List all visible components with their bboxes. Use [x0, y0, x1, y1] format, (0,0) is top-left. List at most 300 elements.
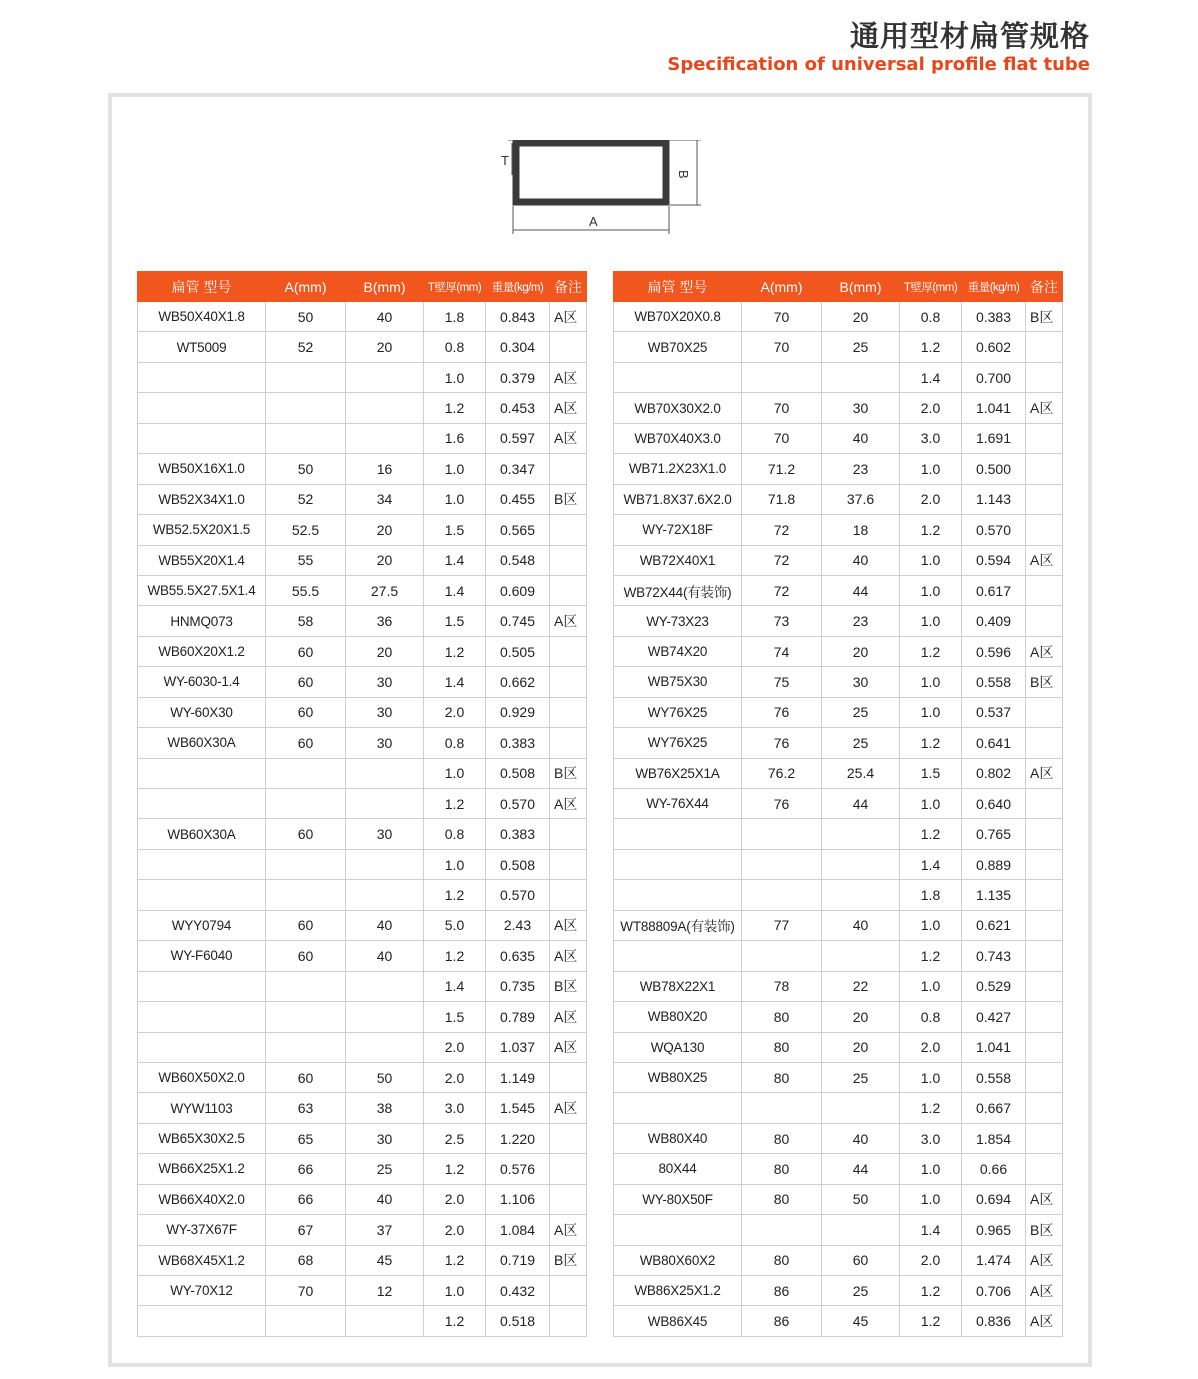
cell-model — [138, 1002, 266, 1032]
cell-a: 80 — [742, 1123, 822, 1153]
cell-note — [1026, 697, 1063, 727]
table-row — [614, 697, 1063, 727]
cell-a — [266, 880, 346, 910]
cell-note: A区 — [1026, 1184, 1063, 1214]
cell-weight: 0.347 — [486, 454, 550, 484]
cell-note — [1026, 484, 1063, 514]
table-row — [614, 423, 1063, 453]
cell-b: 20 — [346, 515, 424, 545]
cell-a: 80 — [742, 1245, 822, 1275]
cell-model: WYW1103 — [138, 1093, 266, 1123]
cell-a — [742, 362, 822, 392]
cell-b: 20 — [822, 1032, 900, 1062]
cell-b: 30 — [346, 667, 424, 697]
table-row — [614, 1154, 1063, 1184]
cell-thickness: 1.0 — [424, 484, 486, 514]
cell-weight: 0.409 — [962, 606, 1026, 636]
table-row — [138, 575, 587, 605]
cell-b: 30 — [346, 819, 424, 849]
cell-weight: 0.383 — [962, 302, 1026, 332]
cell-thickness: 1.0 — [424, 1276, 486, 1306]
cell-model: WB74X20 — [614, 636, 742, 666]
col-header-note: 备注 — [1026, 272, 1063, 302]
cell-model — [138, 849, 266, 879]
cell-note — [550, 1276, 587, 1306]
cell-a: 72 — [742, 575, 822, 605]
table-row — [138, 1093, 587, 1123]
cell-a: 86 — [742, 1276, 822, 1306]
cell-thickness: 1.0 — [900, 1184, 962, 1214]
table-header-row — [614, 272, 1063, 302]
cell-weight: 1.135 — [962, 880, 1026, 910]
cell-a: 50 — [266, 302, 346, 332]
table-row — [138, 362, 587, 392]
cell-a: 78 — [742, 971, 822, 1001]
cell-thickness: 1.2 — [424, 1245, 486, 1275]
table-row — [614, 910, 1063, 940]
cell-note: A区 — [550, 789, 587, 819]
cell-a: 77 — [742, 910, 822, 940]
cell-note: A区 — [550, 423, 587, 453]
cell-thickness: 1.0 — [900, 1062, 962, 1092]
cell-model: WB86X45 — [614, 1306, 742, 1336]
cell-thickness: 1.0 — [424, 758, 486, 788]
table-row — [614, 819, 1063, 849]
cell-model: WB65X30X2.5 — [138, 1123, 266, 1153]
cell-b: 18 — [822, 515, 900, 545]
table-row — [614, 1123, 1063, 1153]
col-header-weight: 重量(kg/m) — [962, 272, 1026, 302]
cell-model: WB86X25X1.2 — [614, 1276, 742, 1306]
cell-a: 55.5 — [266, 575, 346, 605]
cell-note — [1026, 454, 1063, 484]
cell-b: 38 — [346, 1093, 424, 1123]
cell-note — [550, 667, 587, 697]
cell-thickness: 2.0 — [424, 697, 486, 727]
cell-a: 80 — [742, 1002, 822, 1032]
cell-a: 80 — [742, 1062, 822, 1092]
cell-a: 60 — [266, 728, 346, 758]
table-row — [614, 362, 1063, 392]
cell-a: 75 — [742, 667, 822, 697]
cell-model: WB71.2X23X1.0 — [614, 454, 742, 484]
cell-weight: 0.694 — [962, 1184, 1026, 1214]
cell-b: 44 — [822, 789, 900, 819]
table-row — [138, 636, 587, 666]
cell-weight: 1.084 — [486, 1215, 550, 1245]
cell-note — [1026, 728, 1063, 758]
cell-weight: 0.843 — [486, 302, 550, 332]
cell-weight: 0.667 — [962, 1093, 1026, 1123]
cell-weight: 0.621 — [962, 910, 1026, 940]
cell-note — [1026, 1032, 1063, 1062]
cell-weight: 0.453 — [486, 393, 550, 423]
cell-thickness: 1.4 — [900, 849, 962, 879]
table-row — [138, 302, 587, 332]
cell-a: 66 — [266, 1154, 346, 1184]
cell-a: 65 — [266, 1123, 346, 1153]
table-row — [138, 1276, 587, 1306]
table-row — [138, 758, 587, 788]
cell-b — [346, 1306, 424, 1336]
table-row — [138, 1215, 587, 1245]
cell-a: 76 — [742, 789, 822, 819]
cell-model: WB50X16X1.0 — [138, 454, 266, 484]
cell-model: WB55X20X1.4 — [138, 545, 266, 575]
cell-thickness: 1.4 — [424, 667, 486, 697]
table-row — [614, 941, 1063, 971]
cell-a: 80 — [742, 1032, 822, 1062]
cell-a: 60 — [266, 636, 346, 666]
table-row — [138, 515, 587, 545]
cell-b: 45 — [346, 1245, 424, 1275]
table-row — [138, 697, 587, 727]
table-row — [614, 332, 1063, 362]
cell-a — [266, 393, 346, 423]
table-row — [138, 1032, 587, 1062]
cell-thickness: 1.2 — [900, 1276, 962, 1306]
cell-note: A区 — [1026, 545, 1063, 575]
cell-thickness: 1.2 — [424, 941, 486, 971]
cell-weight: 0.570 — [486, 880, 550, 910]
cell-model: WT5009 — [138, 332, 266, 362]
cell-thickness: 1.0 — [900, 667, 962, 697]
cell-model: WY-70X12 — [138, 1276, 266, 1306]
cell-thickness: 1.2 — [900, 819, 962, 849]
label-b: B — [676, 170, 691, 179]
cell-b — [822, 941, 900, 971]
cell-a: 63 — [266, 1093, 346, 1123]
cell-note: B区 — [550, 484, 587, 514]
cell-thickness: 1.0 — [900, 910, 962, 940]
cell-weight: 0.576 — [486, 1154, 550, 1184]
cell-b — [822, 1093, 900, 1123]
table-body-left — [138, 302, 587, 1337]
page-subtitle: Specification of universal profile flat tube — [667, 54, 1090, 75]
cell-a — [266, 1032, 346, 1062]
label-t: T — [501, 153, 509, 168]
cell-note: B区 — [550, 971, 587, 1001]
table-row — [138, 1062, 587, 1092]
cell-note — [550, 575, 587, 605]
cell-weight: 0.570 — [486, 789, 550, 819]
cell-b — [346, 880, 424, 910]
cell-b — [346, 1002, 424, 1032]
cell-b: 36 — [346, 606, 424, 636]
cell-thickness: 0.8 — [424, 332, 486, 362]
cell-thickness: 1.0 — [900, 971, 962, 1001]
cell-note: A区 — [550, 1032, 587, 1062]
table-row — [614, 1062, 1063, 1092]
cell-note — [1026, 789, 1063, 819]
cell-model — [614, 849, 742, 879]
cell-thickness: 1.0 — [900, 697, 962, 727]
cell-thickness: 1.2 — [424, 789, 486, 819]
col-header-model: 扁管 型号 — [614, 272, 742, 302]
cell-note — [1026, 1154, 1063, 1184]
cell-thickness: 3.0 — [900, 1123, 962, 1153]
table-row — [138, 1123, 587, 1153]
cell-b — [346, 789, 424, 819]
col-header-note: 备注 — [550, 272, 587, 302]
cell-note — [550, 849, 587, 879]
cell-b: 27.5 — [346, 575, 424, 605]
cell-model: WB80X60X2 — [614, 1245, 742, 1275]
cell-note — [1026, 971, 1063, 1001]
cell-weight: 0.594 — [962, 545, 1026, 575]
cell-model: WB70X20X0.8 — [614, 302, 742, 332]
table-row — [138, 971, 587, 1001]
cell-weight: 0.719 — [486, 1245, 550, 1275]
cell-weight: 0.565 — [486, 515, 550, 545]
cell-a: 60 — [266, 667, 346, 697]
cell-b: 16 — [346, 454, 424, 484]
cell-thickness: 1.2 — [424, 880, 486, 910]
cell-model: WY76X25 — [614, 697, 742, 727]
cell-weight: 0.383 — [486, 728, 550, 758]
cell-note — [1026, 332, 1063, 362]
cell-b: 40 — [822, 1123, 900, 1153]
table-row — [614, 1184, 1063, 1214]
table-row — [614, 1306, 1063, 1336]
cell-thickness: 1.0 — [424, 454, 486, 484]
cell-a: 80 — [742, 1184, 822, 1214]
cell-model: WB80X20 — [614, 1002, 742, 1032]
cell-b — [346, 423, 424, 453]
col-header-b: B(mm) — [346, 272, 424, 302]
cell-thickness: 3.0 — [424, 1093, 486, 1123]
cell-b: 30 — [822, 667, 900, 697]
cell-weight: 0.662 — [486, 667, 550, 697]
table-row — [614, 1093, 1063, 1123]
cell-weight: 0.529 — [962, 971, 1026, 1001]
cell-thickness: 1.5 — [900, 758, 962, 788]
cell-thickness: 2.0 — [424, 1032, 486, 1062]
cell-b: 20 — [822, 636, 900, 666]
cell-model: WB80X25 — [614, 1062, 742, 1092]
cell-weight: 1.474 — [962, 1245, 1026, 1275]
cell-note — [550, 545, 587, 575]
cell-weight: 0.66 — [962, 1154, 1026, 1184]
cell-a — [742, 849, 822, 879]
cell-b — [346, 1032, 424, 1062]
cell-weight: 0.500 — [962, 454, 1026, 484]
cell-note: A区 — [1026, 1306, 1063, 1336]
cell-a: 55 — [266, 545, 346, 575]
cell-b: 40 — [822, 910, 900, 940]
cell-weight: 1.691 — [962, 423, 1026, 453]
cell-note — [1026, 819, 1063, 849]
cell-a: 74 — [742, 636, 822, 666]
cell-b: 25 — [822, 1062, 900, 1092]
cell-note — [550, 1062, 587, 1092]
col-header-model: 扁管 型号 — [138, 272, 266, 302]
cell-weight: 0.929 — [486, 697, 550, 727]
cell-weight: 0.570 — [962, 515, 1026, 545]
cell-thickness: 0.8 — [424, 728, 486, 758]
cell-note — [1026, 606, 1063, 636]
cell-a: 76.2 — [742, 758, 822, 788]
cell-weight: 0.518 — [486, 1306, 550, 1336]
cell-b: 30 — [346, 728, 424, 758]
cell-thickness: 1.4 — [900, 362, 962, 392]
table-body-right — [614, 302, 1063, 1337]
table-row — [138, 484, 587, 514]
cell-note: A区 — [1026, 1245, 1063, 1275]
cell-b: 30 — [822, 393, 900, 423]
cell-note — [1026, 1123, 1063, 1153]
cell-weight: 0.789 — [486, 1002, 550, 1032]
cell-a: 72 — [742, 545, 822, 575]
cell-b: 30 — [346, 1123, 424, 1153]
cell-b: 20 — [346, 332, 424, 362]
cell-b: 25.4 — [822, 758, 900, 788]
cell-weight: 0.635 — [486, 941, 550, 971]
cell-model — [614, 880, 742, 910]
cell-model: WB60X30A — [138, 819, 266, 849]
cell-b: 25 — [822, 697, 900, 727]
cell-model: WY-6030-1.4 — [138, 667, 266, 697]
cell-model: WY-80X50F — [614, 1184, 742, 1214]
cell-a — [742, 941, 822, 971]
cell-thickness: 1.5 — [424, 606, 486, 636]
cell-weight: 0.548 — [486, 545, 550, 575]
cell-thickness: 1.2 — [424, 1306, 486, 1336]
cell-b: 23 — [822, 606, 900, 636]
cell-weight: 1.041 — [962, 393, 1026, 423]
cell-model: WB68X45X1.2 — [138, 1245, 266, 1275]
col-header-a: A(mm) — [742, 272, 822, 302]
cell-thickness: 1.0 — [900, 545, 962, 575]
cell-weight: 0.802 — [962, 758, 1026, 788]
cell-model: WY-60X30 — [138, 697, 266, 727]
cell-note — [550, 636, 587, 666]
cell-thickness: 1.0 — [900, 454, 962, 484]
cell-note — [1026, 1093, 1063, 1123]
cell-model: 80X44 — [614, 1154, 742, 1184]
cell-b: 40 — [346, 910, 424, 940]
table-header-row — [138, 272, 587, 302]
cell-note: A区 — [550, 606, 587, 636]
cell-model: WB75X30 — [614, 667, 742, 697]
cell-model — [138, 393, 266, 423]
cell-a: 60 — [266, 697, 346, 727]
col-header-weight: 重量(kg/m) — [486, 272, 550, 302]
cell-a: 71.2 — [742, 454, 822, 484]
cell-weight: 0.735 — [486, 971, 550, 1001]
table-row — [138, 1306, 587, 1336]
cell-b — [346, 971, 424, 1001]
cell-thickness: 2.5 — [424, 1123, 486, 1153]
cell-thickness: 2.0 — [424, 1184, 486, 1214]
cell-note — [1026, 941, 1063, 971]
cell-b: 40 — [822, 545, 900, 575]
cell-model: WB60X20X1.2 — [138, 636, 266, 666]
cell-note — [1026, 849, 1063, 879]
cell-model — [138, 758, 266, 788]
table-row — [614, 758, 1063, 788]
cell-thickness: 2.0 — [424, 1062, 486, 1092]
cell-a — [266, 758, 346, 788]
cell-weight: 1.149 — [486, 1062, 550, 1092]
cell-model: WB50X40X1.8 — [138, 302, 266, 332]
cell-b: 25 — [822, 728, 900, 758]
cell-model: HNMQ073 — [138, 606, 266, 636]
cell-note: A区 — [550, 910, 587, 940]
table-row — [138, 1184, 587, 1214]
cell-b: 20 — [822, 1002, 900, 1032]
cell-weight: 0.836 — [962, 1306, 1026, 1336]
cell-weight: 0.379 — [486, 362, 550, 392]
cell-thickness: 1.5 — [424, 1002, 486, 1032]
cell-a: 70 — [266, 1276, 346, 1306]
cell-b: 40 — [346, 941, 424, 971]
cell-note — [550, 728, 587, 758]
cell-a — [266, 362, 346, 392]
table-row — [138, 667, 587, 697]
page-title: 通用型材扁管规格 — [849, 19, 1090, 53]
cell-model: WB66X40X2.0 — [138, 1184, 266, 1214]
cell-b: 40 — [822, 423, 900, 453]
cell-weight: 0.596 — [962, 636, 1026, 666]
cell-note — [550, 1154, 587, 1184]
cell-a: 60 — [266, 910, 346, 940]
cell-thickness: 1.4 — [900, 1215, 962, 1245]
cell-thickness: 1.2 — [900, 728, 962, 758]
cell-note — [550, 880, 587, 910]
cell-thickness: 1.8 — [900, 880, 962, 910]
cell-thickness: 1.0 — [424, 362, 486, 392]
table-row — [138, 454, 587, 484]
cell-note — [550, 1306, 587, 1336]
table-row — [138, 1002, 587, 1032]
table-row — [138, 880, 587, 910]
cell-weight: 1.041 — [962, 1032, 1026, 1062]
cell-weight: 1.037 — [486, 1032, 550, 1062]
cell-b — [346, 849, 424, 879]
cell-b: 20 — [822, 302, 900, 332]
cell-b: 50 — [822, 1184, 900, 1214]
table-row — [614, 1276, 1063, 1306]
cell-model: WB66X25X1.2 — [138, 1154, 266, 1184]
cell-weight: 0.505 — [486, 636, 550, 666]
cell-weight: 0.617 — [962, 575, 1026, 605]
cell-a: 70 — [742, 332, 822, 362]
cell-note: B区 — [1026, 1215, 1063, 1245]
cell-weight: 0.558 — [962, 667, 1026, 697]
spec-table-left — [137, 271, 587, 1337]
cell-model: WYY0794 — [138, 910, 266, 940]
table-row — [138, 545, 587, 575]
cell-thickness: 5.0 — [424, 910, 486, 940]
table-row — [138, 910, 587, 940]
cell-a — [742, 819, 822, 849]
cell-thickness: 2.0 — [900, 1245, 962, 1275]
cell-b — [346, 758, 424, 788]
cell-model: WY-73X23 — [614, 606, 742, 636]
cell-a: 60 — [266, 941, 346, 971]
cell-b: 44 — [822, 1154, 900, 1184]
cell-thickness: 1.2 — [424, 1154, 486, 1184]
cell-a: 66 — [266, 1184, 346, 1214]
cell-note — [550, 819, 587, 849]
cell-b: 60 — [822, 1245, 900, 1275]
cell-a — [742, 1093, 822, 1123]
cell-note: B区 — [550, 1245, 587, 1275]
cell-model — [138, 880, 266, 910]
table-row — [614, 789, 1063, 819]
cell-note — [1026, 362, 1063, 392]
